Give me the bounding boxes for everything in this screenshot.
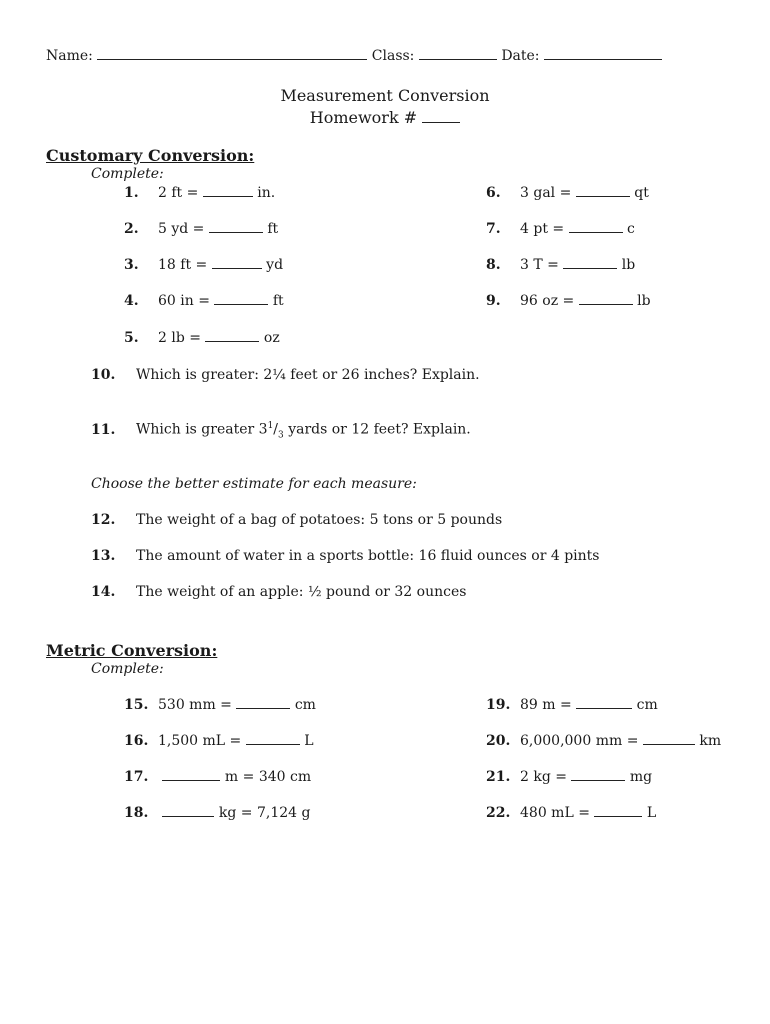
class-blank[interactable] [419, 58, 497, 60]
answer-blank[interactable] [576, 707, 632, 709]
answer-blank[interactable] [162, 815, 214, 817]
problem-13: 13. The amount of water in a sports bottle: 16 fluid ounces or 4 pints [91, 548, 600, 564]
answer-blank[interactable] [205, 340, 259, 342]
estimate-instruction: Choose the better estimate for each measure: [91, 476, 417, 492]
metric-heading: Metric Conversion: [46, 641, 218, 660]
answer-blank[interactable] [203, 195, 253, 197]
name-label: Name: [46, 48, 93, 64]
answer-blank[interactable] [576, 195, 630, 197]
problem-9: 9. 96 oz = lb [486, 293, 651, 309]
answer-blank[interactable] [571, 779, 625, 781]
customary-instruction: Complete: [91, 166, 164, 182]
problem-3: 3. 18 ft = yd [124, 257, 284, 273]
problem-4: 4. 60 in = ft [124, 293, 284, 309]
problem-19: 19. 89 m = cm [486, 697, 658, 713]
answer-blank[interactable] [643, 743, 695, 745]
problem-6: 6. 3 gal = qt [486, 185, 649, 201]
customary-heading: Customary Conversion: [46, 146, 255, 165]
answer-blank[interactable] [212, 267, 262, 269]
problem-12: 12. The weight of a bag of potatoes: 5 tons or 5 pounds [91, 512, 503, 528]
problem-14: 14. The weight of an apple: ½ pound or 32 ounces [91, 584, 467, 600]
metric-instruction: Complete: [91, 661, 164, 677]
problem-16: 16. 1,500 mL = L [124, 733, 314, 749]
problem-8: 8. 3 T = lb [486, 257, 636, 273]
homework-label: Homework # [309, 108, 418, 127]
answer-blank[interactable] [162, 779, 220, 781]
answer-blank[interactable] [569, 231, 623, 233]
problem-22: 22. 480 mL = L [486, 805, 657, 821]
answer-blank[interactable] [214, 303, 268, 305]
problem-1: 1. 2 ft = in. [124, 185, 276, 201]
answer-blank[interactable] [579, 303, 633, 305]
homework-number [0, 108, 770, 127]
problem-20: 20. 6,000,000 mm = km [486, 733, 722, 749]
problem-7: 7. 4 pt = c [486, 221, 635, 237]
date-label: Date: [501, 48, 540, 64]
problem-15: 15. 530 mm = cm [124, 697, 316, 713]
problem-11: 11. Which is greater $3^1/_3$ yards or 12 feet? Explain. [91, 421, 471, 441]
answer-blank[interactable] [246, 743, 300, 745]
problem-10: 10. Which is greater: 2¼ feet or 26 inches? Explain. [91, 367, 480, 383]
problem-17: 17. m = 340 cm [124, 769, 312, 785]
problem-2: 2. 5 yd = ft [124, 221, 279, 237]
date-blank[interactable] [544, 58, 662, 60]
class-label: Class: [371, 48, 415, 64]
page-title: Measurement Conversion [280, 86, 490, 105]
homework-blank[interactable] [422, 121, 460, 123]
answer-blank[interactable] [209, 231, 263, 233]
header-row [46, 48, 662, 64]
answer-blank[interactable] [236, 707, 290, 709]
problem-5: 5. 2 lb = oz [124, 330, 280, 346]
answer-blank[interactable] [563, 267, 617, 269]
answer-blank[interactable] [594, 815, 642, 817]
name-blank[interactable] [97, 58, 367, 60]
problem-21: 21. 2 kg = mg [486, 769, 653, 785]
problem-18: 18. kg = 7,124 g [124, 805, 311, 821]
